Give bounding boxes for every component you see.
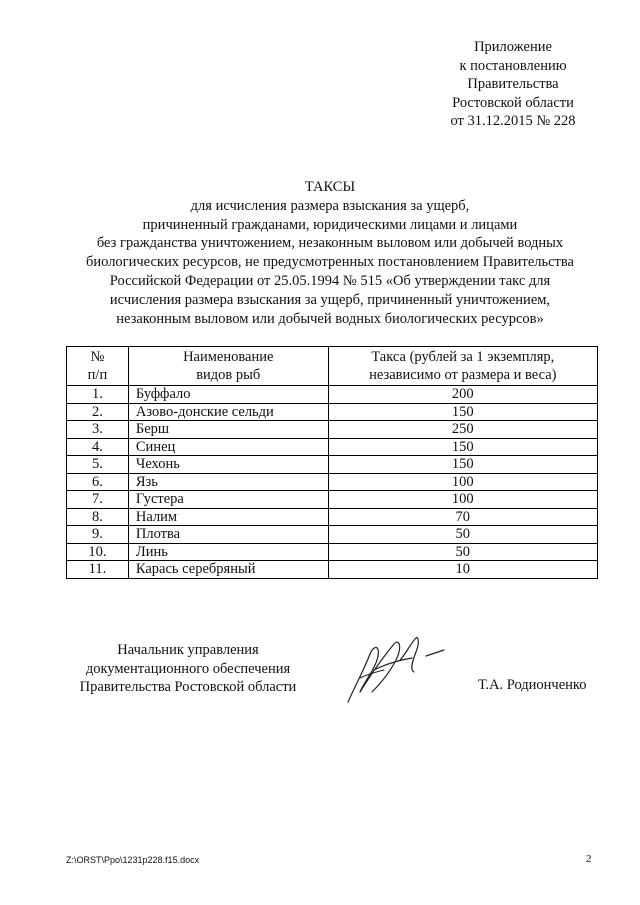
- fish-name: Синец: [128, 438, 328, 456]
- row-number: 8.: [67, 508, 129, 526]
- signatory-position: Начальник управления документационного обеспечения Правительства Ростовской области: [79, 642, 297, 695]
- title-line: для исчисления размера взыскания за ущерб,: [190, 197, 470, 214]
- row-number: 4.: [67, 438, 129, 456]
- title-line: незаконным выловом или добычей водных биологических ресурсов»: [116, 310, 544, 327]
- table-row: [67, 473, 598, 491]
- table-row: [67, 403, 598, 421]
- tax-value: 50: [328, 526, 597, 544]
- fish-name: Язь: [128, 473, 328, 491]
- table-row: [67, 456, 598, 474]
- title-line: исчисления размера взыскания за ущерб, причиненный уничтожением,: [109, 291, 551, 308]
- row-number: 9.: [67, 526, 129, 544]
- fish-name: Плотва: [128, 526, 328, 544]
- appendix-line: к постановлению: [459, 57, 567, 74]
- fish-name: Азово-донские сельди: [128, 403, 328, 421]
- header-tax-rate: Такса (рублей за 1 экземпляр, независимо от размера и веса): [328, 347, 597, 386]
- signatory-name: Т.А. Родионченко: [478, 677, 587, 693]
- table-header-row: [67, 347, 598, 386]
- tax-value: 150: [328, 456, 597, 474]
- fish-name: Чехонь: [128, 456, 328, 474]
- title-line: причиненный гражданами, юридическими лицами и лицами: [142, 216, 518, 233]
- tax-value: 200: [328, 386, 597, 404]
- header-number: № п/п: [67, 347, 129, 386]
- row-number: 2.: [67, 403, 129, 421]
- row-number: 5.: [67, 456, 129, 474]
- row-number: 6.: [67, 473, 129, 491]
- fish-name: Налим: [128, 508, 328, 526]
- tax-value: 70: [328, 508, 597, 526]
- table-row: [67, 543, 598, 561]
- appendix-line: Ростовской области: [452, 94, 574, 111]
- appendix-line: Приложение: [474, 39, 552, 55]
- title-line: без гражданства уничтожением, незаконным выловом или добычей водных: [96, 235, 564, 252]
- document-title: [60, 178, 600, 328]
- fish-name: Карась серебряный: [128, 561, 328, 579]
- table-row: [67, 438, 598, 456]
- appendix-date-number: от 31.12.2015 № 228: [450, 113, 576, 129]
- row-number: 7.: [67, 491, 129, 509]
- fish-name: Берш: [128, 421, 328, 439]
- row-number: 10.: [67, 543, 129, 561]
- table-body: [67, 386, 598, 579]
- appendix-block: [420, 38, 606, 131]
- fish-name: Густера: [128, 491, 328, 509]
- table-row: [67, 491, 598, 509]
- table-row: [67, 561, 598, 579]
- table-row: [67, 526, 598, 544]
- page-number: 2: [586, 853, 592, 865]
- tax-value: 150: [328, 438, 597, 456]
- tax-value: 150: [328, 403, 597, 421]
- fish-name: Линь: [128, 543, 328, 561]
- row-number: 11.: [67, 561, 129, 579]
- footer-file-path: Z:\ORST\Ppo\1231p228.f15.docx: [66, 855, 200, 865]
- title-line: биологических ресурсов, не предусмотренных постановлением Правительства: [86, 254, 574, 271]
- tax-value: 50: [328, 543, 597, 561]
- tax-value: 10: [328, 561, 597, 579]
- tax-value: 100: [328, 473, 597, 491]
- fish-name: Буффало: [128, 386, 328, 404]
- header-fish-name: Наименование видов рыб: [128, 347, 328, 386]
- fish-tax-table: [66, 346, 598, 579]
- handwritten-signature: [340, 630, 460, 710]
- title-line: Российской Федерации от 25.05.1994 № 515 «Об утверждении такс для: [109, 272, 551, 289]
- tax-value: 250: [328, 421, 597, 439]
- row-number: 1.: [67, 386, 129, 404]
- table-row: [67, 421, 598, 439]
- table-row: [67, 386, 598, 404]
- table-row: [67, 508, 598, 526]
- title-heading: ТАКСЫ: [304, 179, 356, 195]
- row-number: 3.: [67, 421, 129, 439]
- appendix-line: Правительства: [467, 76, 559, 92]
- tax-value: 100: [328, 491, 597, 509]
